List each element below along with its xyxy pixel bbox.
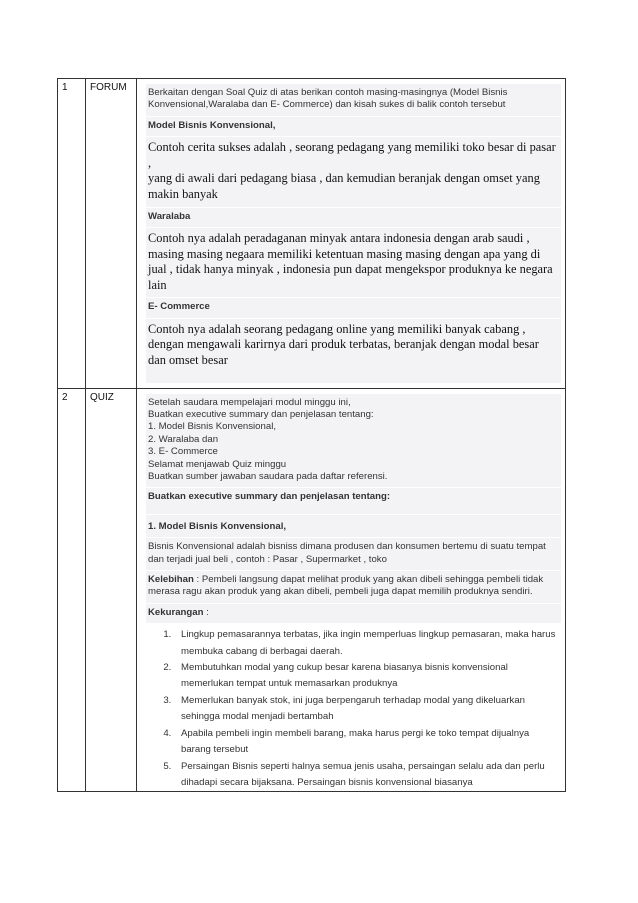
row-label: FORUM xyxy=(86,79,137,389)
quiz-intro: Setelah saudara mempelajari modul minggu ini, Buatkan executive summary dan penjelasan tentang: 1. Model Bisnis Konvensional, 2. Waralaba dan 3. E- Commerce Selamat menjawab Quiz minggu Buatkan sumber jawaban saudara pada daftar referensi. xyxy=(146,394,561,488)
kelebihan-label: Kelebihan xyxy=(148,574,194,586)
list-item: 3. Memerlukan banyak stok, ini juga berpengaruh terhadap modal yang dikeluarkan sehingga modal menjadi bertambah xyxy=(174,693,561,726)
summary-heading: Buatkan executive summary dan penjelasan tentang: xyxy=(146,488,561,513)
table-row xyxy=(58,79,566,389)
quiz-cell xyxy=(137,388,566,792)
model-text: Bisnis Konvensional adalah bisniss dimana produsen dan konsumen bertemu di suatu tempat dan terjadi jual beli , contoh : Pasar , Supermarket , toko xyxy=(146,538,561,570)
row-label: QUIZ xyxy=(86,388,137,792)
section-text: Contoh nya adalah peradaganan minyak antara indonesia dengan arab saudi , masing masing negaara memiliki ketentuan masing masing dengan apa yang di jual , tidak hanya minyak , indonesia pun dapat mengekspor produknya ke negara lain xyxy=(146,228,561,297)
row-number: 1 xyxy=(58,79,86,389)
row-number: 2 xyxy=(58,388,86,792)
forum-intro: Berkaitan dengan Soal Quiz di atas berikan contoh masing-masingnya (Model Bisnis Konvensional,Waralaba dan E- Commerce) dan kisah sukes di balik contoh tersebut xyxy=(146,84,561,116)
kelebihan-text: : Pembeli langsung dapat melihat produk yang akan dibeli sehingga pembeli tidak merasa ragu akan produk yang akan dibeli, pembeli juga dapat memilih produknya sendiri. xyxy=(148,574,544,598)
list-item: 1. Lingkup pemasarannya terbatas, jika ingin memperluas lingkup pemasaran, maka harus membuka cabang di berbagai daerah. xyxy=(174,627,561,660)
forum-cell xyxy=(137,79,566,389)
table-row xyxy=(58,388,566,792)
kekurangan-paragraph xyxy=(146,604,561,623)
kekurangan-label: Kekurangan xyxy=(148,606,204,618)
model-heading: 1. Model Bisnis Konvensional, xyxy=(146,515,561,537)
section-heading: E- Commerce xyxy=(146,298,561,317)
content-table xyxy=(57,78,566,792)
section-text: Contoh cerita sukses adalah , seorang pedagang yang memiliki toko besar di pasar , yang di awali dari pedagang biasa , dan kemudian beranjak dengan omset yang makin banyak xyxy=(146,137,561,206)
list-item: 2. Membutuhkan modal yang cukup besar karena biasanya bisnis konvensional memerlukan tempat untuk memasarkan produknya xyxy=(174,660,561,693)
section-heading: Waralaba xyxy=(146,208,561,227)
section-text: Contoh nya adalah seorang pedagang online yang memiliki banyak cabang , dengan mengawali karirnya dari produk terbatas, beranjak dengan modal besar dan omset besar xyxy=(146,319,561,383)
kekurangan-list xyxy=(146,627,561,791)
kekurangan-suffix: : xyxy=(203,606,209,618)
kelebihan-paragraph xyxy=(146,571,561,603)
section-heading: Model Bisnis Konvensional, xyxy=(146,117,561,136)
list-item: 5. Persaingan Bisnis seperti halnya semua jenis usaha, persaingan selalu ada dan perlu dihadapi secara bijaksana. Persaingan bisnis konvensional biasanya xyxy=(174,759,561,792)
list-item: 4. Apabila pembeli ingin membeli barang, maka harus pergi ke toko tempat dijualnya barang tersebut xyxy=(174,726,561,759)
